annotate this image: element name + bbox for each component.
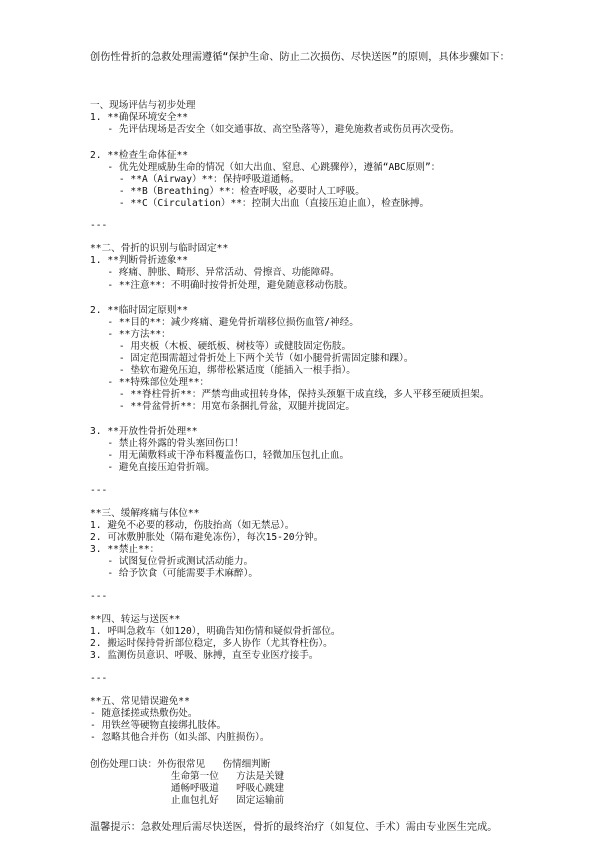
- list-item: - **方法**：: [90, 329, 171, 340]
- separator: ---: [90, 485, 108, 496]
- section-4-heading: **四、转运与送医**: [90, 614, 181, 625]
- section-1-heading: 一、现场评估与初步处理: [90, 100, 196, 111]
- list-item: - 垫软布避免压迫，绑带松紧适度（能插入一根手指）。: [90, 365, 356, 376]
- mnemonic-line: 止血包扎好 固定运输前: [90, 795, 285, 806]
- list-item: - **骨盆骨折**：用宽布条捆扎骨盆，双腿并拢固定。: [90, 401, 356, 412]
- mnemonic-line: 生命第一位 方法是关键: [90, 771, 285, 782]
- list-item: 1. 呼叫急救车（如120），明确告知伤情和疑似骨折部位。: [90, 626, 341, 637]
- list-item: - **B（Breathing）**：检查呼吸，必要时人工呼吸。: [90, 186, 365, 197]
- separator: ---: [90, 673, 108, 684]
- separator: ---: [90, 220, 108, 231]
- list-item: - 随意揉搓或热敷伤处。: [90, 708, 198, 719]
- list-item: - 忽略其他合并伤（如头部、内脏损伤）。: [90, 732, 270, 743]
- list-item: 1. **判断骨折迹象**: [90, 255, 188, 266]
- list-item: 3. **禁止**：: [90, 544, 160, 555]
- list-item: - **特殊部位处理**：: [90, 377, 210, 388]
- list-item: - **A（Airway）**：保持呼吸道通畅。: [90, 174, 300, 185]
- list-item: 1. **确保环境安全**: [90, 112, 188, 123]
- list-item: - **C（Circulation）**：控制大出血（直接压迫止血），检查脉搏。: [90, 198, 430, 209]
- section-3-heading: **三、缓解疼痛与体位**: [90, 508, 200, 519]
- section-5-heading: **五、常见错误避免**: [90, 696, 190, 707]
- mnemonic-line: 创伤处理口诀：外伤很常见 伤情细判断: [90, 759, 271, 770]
- intro-paragraph: 创伤性骨折的急救处理需遵循“保护生命、防止二次损伤、尽快送医”的原则，具体步骤如下：: [90, 52, 510, 63]
- list-item: 2. **临时固定原则**: [90, 305, 188, 316]
- list-item: 2. **检查生命体征**: [90, 150, 188, 161]
- list-item: 3. 监测伤员意识、呼吸、脉搏，直至专业医疗接手。: [90, 650, 319, 661]
- mnemonic-line: 通畅呼吸道 呼吸心跳建: [90, 783, 285, 794]
- list-item: - 优先处理威胁生命的情况（如大出血、窒息、心跳骤停），遵循“ABC原则”：: [90, 162, 441, 173]
- list-item: 2. 搬运时保持骨折部位稳定，多人协作（尤其脊柱伤）。: [90, 638, 333, 649]
- list-item: - 先评估现场是否安全（如交通事故、高空坠落等），避免施救者或伤员再次受伤。: [90, 124, 460, 135]
- separator: ---: [90, 591, 108, 602]
- list-item: - 禁止将外露的骨头塞回伤口！: [90, 438, 244, 449]
- list-item: 2. 可冰敷肿胀处（隔布避免冻伤），每次15-20分钟。: [90, 532, 324, 543]
- list-item: - 避免直接压迫骨折端。: [90, 462, 215, 473]
- closing-tip: 温馨提示：急救处理后需尽快送医，骨折的最终治疗（如复位、手术）需由专业医生完成。: [90, 822, 498, 833]
- list-item: - 用夹板（木板、硬纸板、树枝等）或健肢固定伤肢。: [90, 341, 352, 352]
- list-item: - 用无菌敷料或干净布料覆盖伤口，轻微加压包扎止血。: [90, 450, 350, 461]
- list-item: - **脊柱骨折**：严禁弯曲或扭转身体，保持头颈躯干成直线，多人平移至硬质担架。: [90, 389, 490, 400]
- list-item: - **目的**：减少疼痛、避免骨折端移位损伤血管/神经。: [90, 317, 359, 328]
- list-item: - 疼痛、肿胀、畸形、异常活动、骨擦音、功能障碍。: [90, 267, 340, 278]
- list-item: - **注意**：不明确时按骨折处理，避免随意移动伤肢。: [90, 280, 354, 291]
- list-item: - 固定范围需超过骨折处上下两个关节（如小腿骨折需固定膝和踝）。: [90, 353, 414, 364]
- list-item: 3. **开放性骨折处理**: [90, 426, 198, 437]
- list-item: - 给予饮食（可能需要手术麻醉）。: [90, 568, 258, 579]
- list-item: - 试图复位骨折或测试活动能力。: [90, 556, 254, 567]
- list-item: 1. 避免不必要的移动，伤肢抬高（如无禁忌）。: [90, 520, 295, 531]
- section-2-heading: **二、骨折的识别与临时固定**: [90, 243, 229, 254]
- list-item: - 用铁丝等硬物直接绑扎肢体。: [90, 720, 227, 731]
